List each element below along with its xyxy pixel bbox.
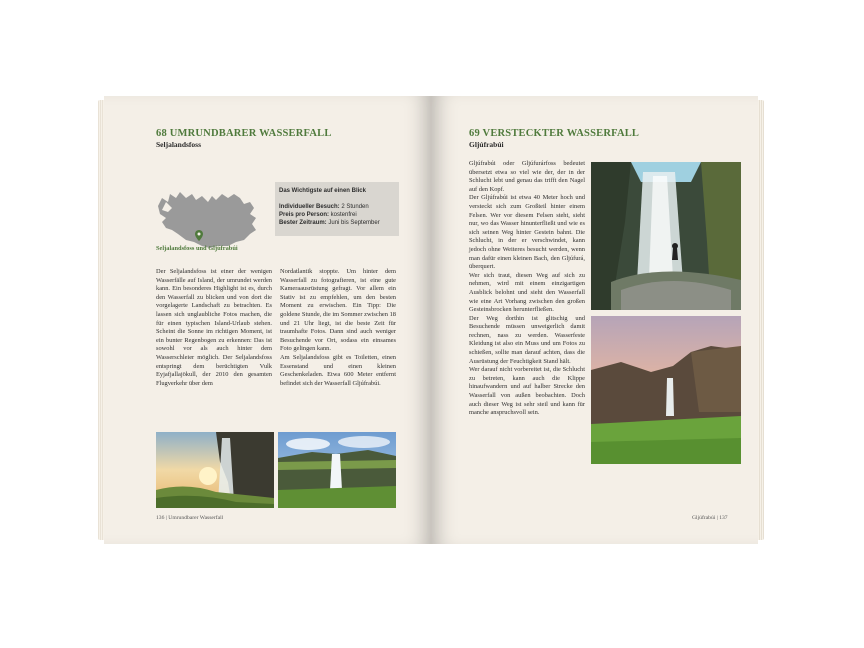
left-page-title: 68 UMRUNDBARER WASSERFALL: [156, 128, 332, 139]
left-column-2: Nordatlantik stoppte. Um hinter dem Wasserfall zu fotografieren, ist eine gute Kameraausrüstung gefragt. Vor allem ein Stativ ist zu empfehlen, um den besten Moment zu erwischen. Ein Tipp: Die goldene Stunde, die im Sommer zwischen 18 und 21 Uhr liegt, ist die beste Zeit für traumhafte Fotos. Dann sind auch weniger Besuchende vor Ort, sodass ein einsames Foto gelingen kann. Am Seljalandsfoss gibt es Toiletten, einen Essenstand und einen kleinen Geschenkeladen. Etwa 600 Meter entfernt befindet sich der Wasserfall Gljúfrabúi.: [280, 268, 396, 387]
right-page-subtitle: Gljúfrabúi: [469, 140, 504, 149]
info-row-season: Bester Zeitraum: Juni bis September: [279, 220, 380, 226]
seljalandsfoss-day-photo: [278, 432, 396, 508]
map-caption: Seljalandsfoss und Gljúfrabúi: [156, 245, 238, 252]
gljufrabui-canyon-photo: [591, 162, 741, 310]
right-page-footer: Gljúfrabúi | 137: [692, 515, 728, 521]
info-row-price: Preis pro Person: kostenfrei: [279, 212, 357, 218]
right-column-text: Gljúfrabúi oder Gljúfurárfoss bedeutet übersetzt etwa so viel wie der, der in der Schlucht lebt und genau das trifft den Nagel auf den Kopf. Der Gljúfrabúi ist etwa 40 Meter hoch und versteckt sich zum Großteil hinter einem Felsen. Wer vor diesem Felsen steht, sieht nur, wo das Wasser hinunterfließt und wie es sich seinen Weg hinter Gestein bahnt. Die Schlucht, in der er verschwindet, kann jedoch ohne Weiteres besucht werden, wenn man dafür einen kleinen Bach, den Gljúfurá, überquert. Wer sich traut, diesen Weg auf sich zu nehmen, wird mit einem einzigartigen Ausblick belohnt und sieht den Wasserfall wie eine Art Vorhang zwischen den großen Gesteinsbrocken herunterfließen. Der Weg dorthin ist glitschig und Besuchende müssen unweigerlich damit rechnen, nass zu werden. Wasserfeste Kleidung ist also ein Muss und um Fotos zu schießen, sollte man darauf achten, dass die Ausrüstung der Feuchtigkeit Stand hält. Wer darauf nicht vorbereitet ist, die Schlucht zu betreten, kann auch die Klippe hinaufwandern und auf halber Strecke den Wasserfall von außen beobachten. Doch auch dieser Weg ist sehr steil und kann für manche anspruchsvoll sein.: [469, 160, 585, 417]
info-row-visit: Individueller Besuch: 2 Stunden: [279, 204, 369, 210]
info-box: [275, 182, 399, 236]
left-column-1: Der Seljalandsfoss ist einer der wenigen Wasserfälle auf Island, der umrundet werden kann. Ein besonderes Highlight ist es, durch den Wasserfall zu blicken und von dort die vorgelagerte Landschaft zu betrachten. Es lassen sich unglaubliche Fotos machen, die für einen typischen Island-Urlaub stehen. Scheint die Sonne im richtigen Moment, ist ein bunter Regenbogen zu erkennen: Das ist sowohl vor als auch hinter dem Wasserschleier möglich. Der Seljalandsfoss entspringt dem berüchtigten Vulk Eyjafjallajökull, der 2010 den gesamten Flugverkehr über dem: [156, 268, 272, 387]
gljufrabui-meadow-photo: [591, 316, 741, 464]
left-page: [104, 96, 431, 544]
right-page-title: 69 VERSTECKTER WASSERFALL: [469, 128, 640, 139]
left-page-subtitle: Seljalandsfoss: [156, 140, 202, 149]
open-book: [104, 96, 758, 544]
right-page: [431, 96, 758, 544]
location-marker-icon: [195, 230, 203, 241]
left-page-footer: 136 | Umrundbarer Wasserfall: [156, 515, 224, 521]
info-box-heading: Das Wichtigste auf einen Blick: [279, 188, 366, 194]
seljalandsfoss-sunset-photo: [156, 432, 274, 508]
